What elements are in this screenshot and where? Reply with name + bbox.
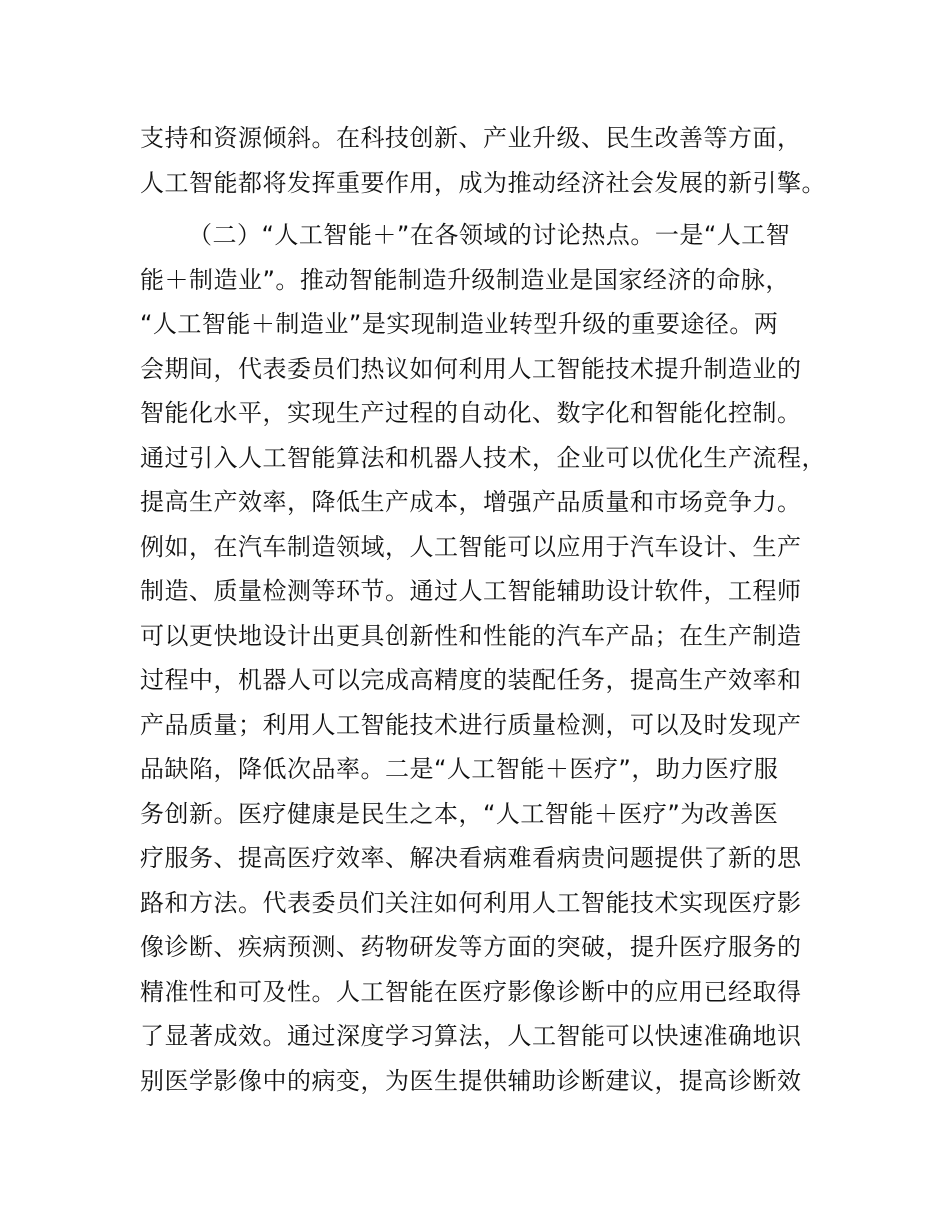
section-heading-line: （二）“人工智能＋”在各领域的讨论热点。一是“人工智 bbox=[188, 221, 791, 249]
body-text bbox=[140, 116, 840, 1103]
text-line: 像诊断、疾病预测、药物研发等方面的突破，提升医疗服务的 bbox=[140, 933, 802, 961]
text-line: 例如，在汽车制造领域，人工智能可以应用于汽车设计、生产 bbox=[140, 532, 802, 561]
text-line: 人工智能都将发挥重要作用，成为推动经济社会发展的新引擎。 bbox=[140, 168, 826, 197]
text-line: 制造、质量检测等环节。通过人工智能辅助设计软件，工程师 bbox=[140, 577, 802, 605]
text-line: 支持和资源倾斜。在科技创新、产业升级、民生改善等方面， bbox=[140, 124, 802, 152]
text-line: 产品质量；利用人工智能技术进行质量检测，可以及时发现产 bbox=[140, 710, 802, 739]
text-line: 疗服务、提高医疗效率、解决看病难看病贵问题提供了新的思 bbox=[140, 844, 802, 872]
text-line: 路和方法。代表委员们关注如何利用人工智能技术实现医疗影 bbox=[140, 888, 802, 917]
text-line: 务创新。医疗健康是民生之本，“人工智能＋医疗”为改善医 bbox=[140, 799, 779, 828]
text-line: 通过引入人工智能算法和机器人技术，企业可以优化生产流程， bbox=[140, 443, 826, 472]
text-line: 品缺陷，降低次品率。二是“人工智能＋医疗”，助力医疗服 bbox=[140, 755, 779, 783]
text-line: “人工智能＋制造业”是实现制造业转型升级的重要途径。两 bbox=[140, 310, 779, 338]
text-line: 了显著成效。通过深度学习算法，人工智能可以快速准确地识 bbox=[140, 1022, 802, 1050]
text-line: 别医学影像中的病变，为医生提供辅助诊断建议，提高诊断效 bbox=[140, 1066, 802, 1095]
text-line: 精准性和可及性。人工智能在医疗影像诊断中的应用已经取得 bbox=[140, 977, 802, 1006]
text-line: 过程中，机器人可以完成高精度的装配任务，提高生产效率和 bbox=[140, 666, 802, 694]
text-line: 提高生产效率，降低生产成本，增强产品质量和市场竞争力。 bbox=[140, 488, 802, 516]
text-line: 能＋制造业”。推动智能制造升级制造业是国家经济的命脉， bbox=[140, 265, 790, 294]
text-line: 会期间，代表委员们热议如何利用人工智能技术提升制造业的 bbox=[140, 354, 802, 383]
text-line: 可以更快地设计出更具创新性和性能的汽车产品；在生产制造 bbox=[140, 621, 802, 650]
text-line: 智能化水平，实现生产过程的自动化、数字化和智能化控制。 bbox=[140, 399, 802, 427]
